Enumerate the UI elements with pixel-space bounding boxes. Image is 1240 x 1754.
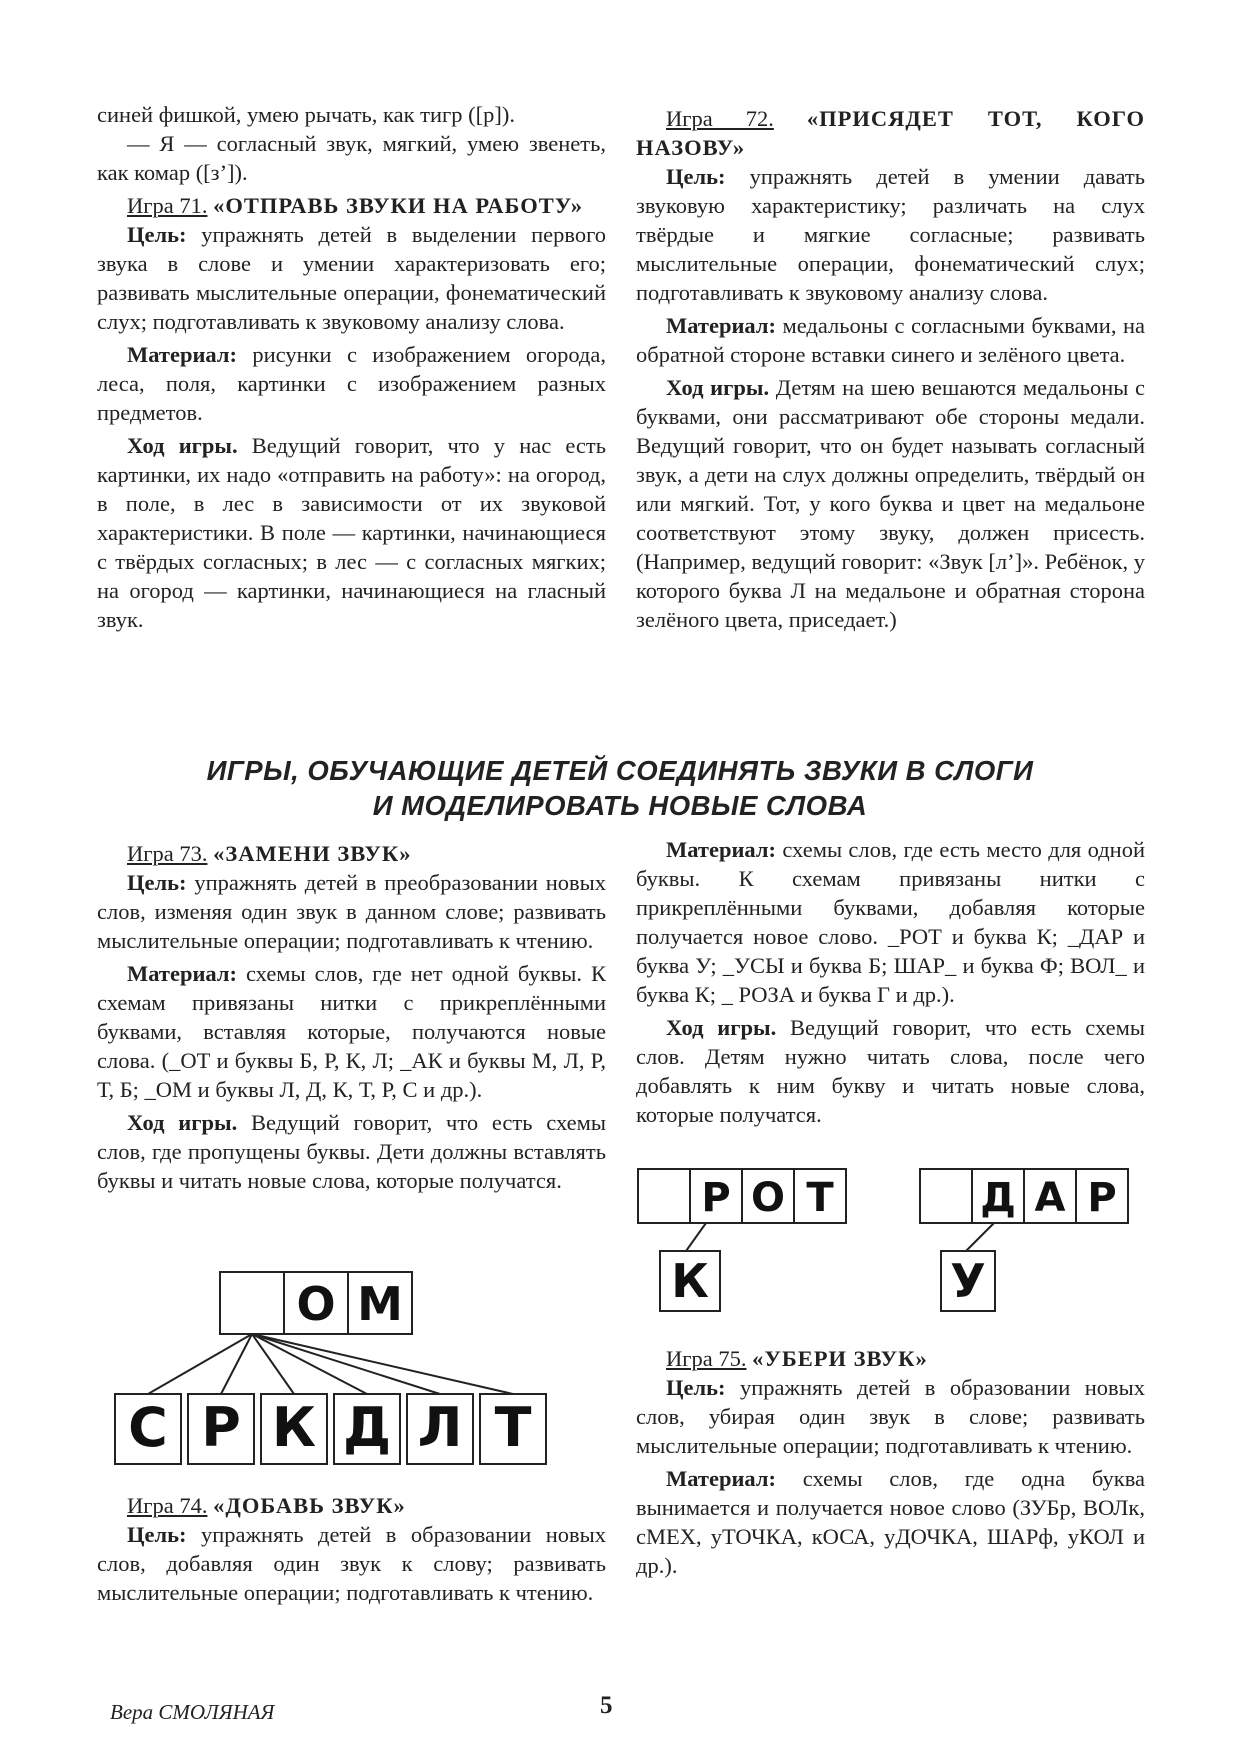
game-title: «ЗАМЕНИ ЗВУК» bbox=[213, 841, 412, 866]
goal-label: Цель: bbox=[666, 1375, 726, 1400]
letter-card-text: К bbox=[271, 1396, 317, 1459]
game-74-goal bbox=[97, 1520, 606, 1607]
process-text: Ведущий говорит, что есть схемы слов. Детям нужно читать слова, после чего добавлять к ним букву и читать новые слова, которые получатся. bbox=[636, 1015, 1146, 1127]
game-number: Игра 75. bbox=[666, 1346, 747, 1371]
game-number: Игра 74. bbox=[127, 1493, 208, 1518]
material-text: схемы слов, где одна буква вынимается и получается новое слово (ЗУБр, ВОЛк, сМЕХ, уТОЧКА, кОСА, уДОЧКА, ШАРф, уКОЛ и др.). bbox=[636, 1466, 1146, 1578]
letter-card-text: Р bbox=[201, 1396, 241, 1459]
game-number: Игра 73. bbox=[127, 841, 208, 866]
word-letter: О bbox=[296, 1277, 336, 1331]
word-letter: О bbox=[750, 1175, 786, 1221]
material-label: Материал: bbox=[127, 342, 237, 367]
game-74-material bbox=[636, 835, 1145, 1009]
game-73-material bbox=[97, 959, 606, 1104]
word-letter: Р bbox=[701, 1175, 731, 1221]
letter-card-text: К bbox=[671, 1254, 709, 1308]
word-letter: Д bbox=[980, 1175, 1016, 1221]
letter-card-text: Т bbox=[494, 1396, 532, 1459]
section-title bbox=[0, 753, 1240, 823]
game-74-process bbox=[636, 1013, 1145, 1129]
process-text: Ведущий говорит, что у нас есть картинки, их надо «отправить на работу»: на огород, в поле, в лес в зависимости от их звуковой характеристики. В поле — картинки, начинающиеся с твёрдых согласных; в лес — с согласных мягких; на огород — картинки, начинающиеся на гласный звук. bbox=[97, 433, 607, 632]
goal-label: Цель: bbox=[127, 870, 187, 895]
game-73-heading bbox=[97, 839, 606, 868]
add-letter-diagrams bbox=[636, 1165, 1156, 1315]
game-title: «ОТПРАВЬ ЗВУКИ НА РАБОТУ» bbox=[213, 193, 584, 218]
empty-letter-slot bbox=[220, 1272, 284, 1334]
connector-line bbox=[966, 1223, 994, 1251]
connector-line bbox=[252, 1334, 513, 1394]
game-number: Игра 71. bbox=[127, 193, 208, 218]
game-75-material bbox=[636, 1464, 1145, 1580]
text-line: синей фишкой, умею рычать, как тигр ([р]). bbox=[97, 102, 515, 127]
game-74-heading bbox=[97, 1491, 606, 1520]
process-text: Ведущий говорит, что есть схемы слов, где пропущены буквы. Дети должны вставлять буквы и читать новые слова, которые получатся. bbox=[97, 1110, 607, 1193]
page-number: 5 bbox=[600, 1692, 613, 1719]
material-text: схемы слов, где есть место для одной буквы. К схемам привязаны нитки с прикреплёнными буквами, добавляя которые получается новое слово. _РОТ и буква К; _ДАР и буква У; _УСЫ и буква Б; ШАР_ и буква Ф; ВОЛ_ и буква К; _ РОЗА и буква Г и др.). bbox=[636, 837, 1146, 1007]
game-72-process bbox=[636, 373, 1145, 634]
text-line: — Я — согласный звук, мягкий, умею звенеть, как комар ([з’]). bbox=[97, 131, 606, 185]
material-text: схемы слов, где нет одной буквы. К схемам привязаны нитки с прикреплёнными буквами, вставляя которые, получаются новые слова. (_ОТ и буквы Б, Р, К, Л; _АК и буквы М, Л, Р, Т, Б; _ОМ и буквы Л, Д, К, Т, Р, С и др.). bbox=[97, 961, 606, 1102]
word-letter: М bbox=[357, 1277, 403, 1331]
word-letter: А bbox=[1034, 1175, 1066, 1221]
word-letter: Р bbox=[1087, 1175, 1117, 1221]
game-71-goal bbox=[97, 220, 606, 336]
goal-text: упражнять детей в преобразовании новых слов, изменяя один звук в данном слове; развивать мыслительные операции; подготавливать к чтению. bbox=[97, 870, 606, 953]
game-74-block bbox=[97, 1487, 606, 1607]
word-letter: Т bbox=[806, 1175, 834, 1221]
connector-line bbox=[252, 1334, 367, 1394]
game-75-block bbox=[636, 1340, 1145, 1580]
process-label: Ход игры. bbox=[127, 433, 238, 458]
right-column-top bbox=[636, 100, 1145, 634]
game-73-process bbox=[97, 1108, 606, 1195]
process-text: Детям на шею вешаются медальоны с буквами, они рассматривают обе стороны медали. Ведущий говорит, что он будет называть согласный звук, а дети на слух должны определить, твёрдый он или мягкий. Тот, у кого буква и цвет на медальоне соответствуют этому звуку, должен присесть. (Например, ведущий говорит: «Звук [л’]». Ребёнок, у которого буква Л на медальоне и обратная сторона зелёного цвета, приседает.) bbox=[636, 375, 1145, 632]
connector-line bbox=[252, 1334, 440, 1394]
game-73-block bbox=[97, 835, 606, 1195]
empty-letter-slot bbox=[920, 1169, 972, 1223]
game-72-heading bbox=[636, 104, 1145, 162]
material-label: Материал: bbox=[666, 837, 776, 862]
game-71-heading bbox=[97, 191, 606, 220]
footer-author: Вера СМОЛЯНАЯ bbox=[110, 1700, 275, 1724]
letter-card-text: Л bbox=[417, 1396, 463, 1459]
game-number: Игра 72. bbox=[666, 106, 774, 131]
game-71-material bbox=[97, 340, 606, 427]
connector-line bbox=[686, 1223, 706, 1251]
process-label: Ход игры. bbox=[666, 1015, 777, 1040]
goal-text: упражнять детей в умении давать звуковую характеристику; различать на слух твёрдые и мягкие согласные; развивать мыслительные операции, фонематический слух; подготавливать к звуковому анализу слова. bbox=[636, 164, 1145, 305]
process-label: Ход игры. bbox=[666, 375, 770, 400]
game-73-goal bbox=[97, 868, 606, 955]
material-label: Материал: bbox=[666, 313, 776, 338]
material-text: рисунки с изображением огорода, леса, поля, картинки с изображением разных предметов. bbox=[97, 342, 606, 425]
game-75-heading bbox=[636, 1344, 1145, 1373]
process-label: Ход игры. bbox=[127, 1110, 238, 1135]
game-72-material bbox=[636, 311, 1145, 369]
material-text: медальоны с согласными буквами, на обратной стороне вставки синего и зелёного цвета. bbox=[636, 313, 1145, 367]
goal-label: Цель: bbox=[127, 1522, 187, 1547]
game-title: «УБЕРИ ЗВУК» bbox=[752, 1346, 928, 1371]
letter-card-text: Д bbox=[342, 1396, 392, 1459]
section-title-line: ИГРЫ, ОБУЧАЮЩИЕ ДЕТЕЙ СОЕДИНЯТЬ ЗВУКИ В СЛОГИ bbox=[206, 755, 1034, 786]
goal-text: упражнять детей в образовании новых слов, добавляя один звук к слову; развивать мыслительные операции; подготавливать к чтению. bbox=[97, 1522, 606, 1605]
goal-label: Цель: bbox=[666, 164, 726, 189]
left-column-top bbox=[97, 100, 606, 634]
empty-letter-slot bbox=[638, 1169, 690, 1223]
goal-label: Цель: bbox=[127, 222, 187, 247]
material-label: Материал: bbox=[127, 961, 237, 986]
game-74-continued bbox=[636, 835, 1145, 1129]
material-label: Материал: bbox=[666, 1466, 776, 1491]
section-title-line: И МОДЕЛИРОВАТЬ НОВЫЕ СЛОВА bbox=[372, 790, 868, 821]
game-71-process bbox=[97, 431, 606, 634]
goal-text: упражнять детей в выделении первого звука в слове и умении характеризовать его; развивать мыслительные операции, фонематический слух; подготавливать к звуковому анализу слова. bbox=[97, 222, 607, 334]
game-title: «ДОБАВЬ ЗВУК» bbox=[213, 1493, 406, 1518]
game-title: «ПРИСЯДЕТ ТОТ, КОГО НАЗОВУ» bbox=[636, 106, 1145, 160]
letter-card-text: С bbox=[128, 1396, 168, 1459]
goal-text: упражнять детей в образовании новых слов, убирая один звук в слове; развивать мыслительные операции; подготавливать к чтению. bbox=[636, 1375, 1145, 1458]
game-75-goal bbox=[636, 1373, 1145, 1460]
letter-card-text: У bbox=[950, 1254, 986, 1308]
game-72-goal bbox=[636, 162, 1145, 307]
om-word-diagram bbox=[110, 1268, 590, 1480]
